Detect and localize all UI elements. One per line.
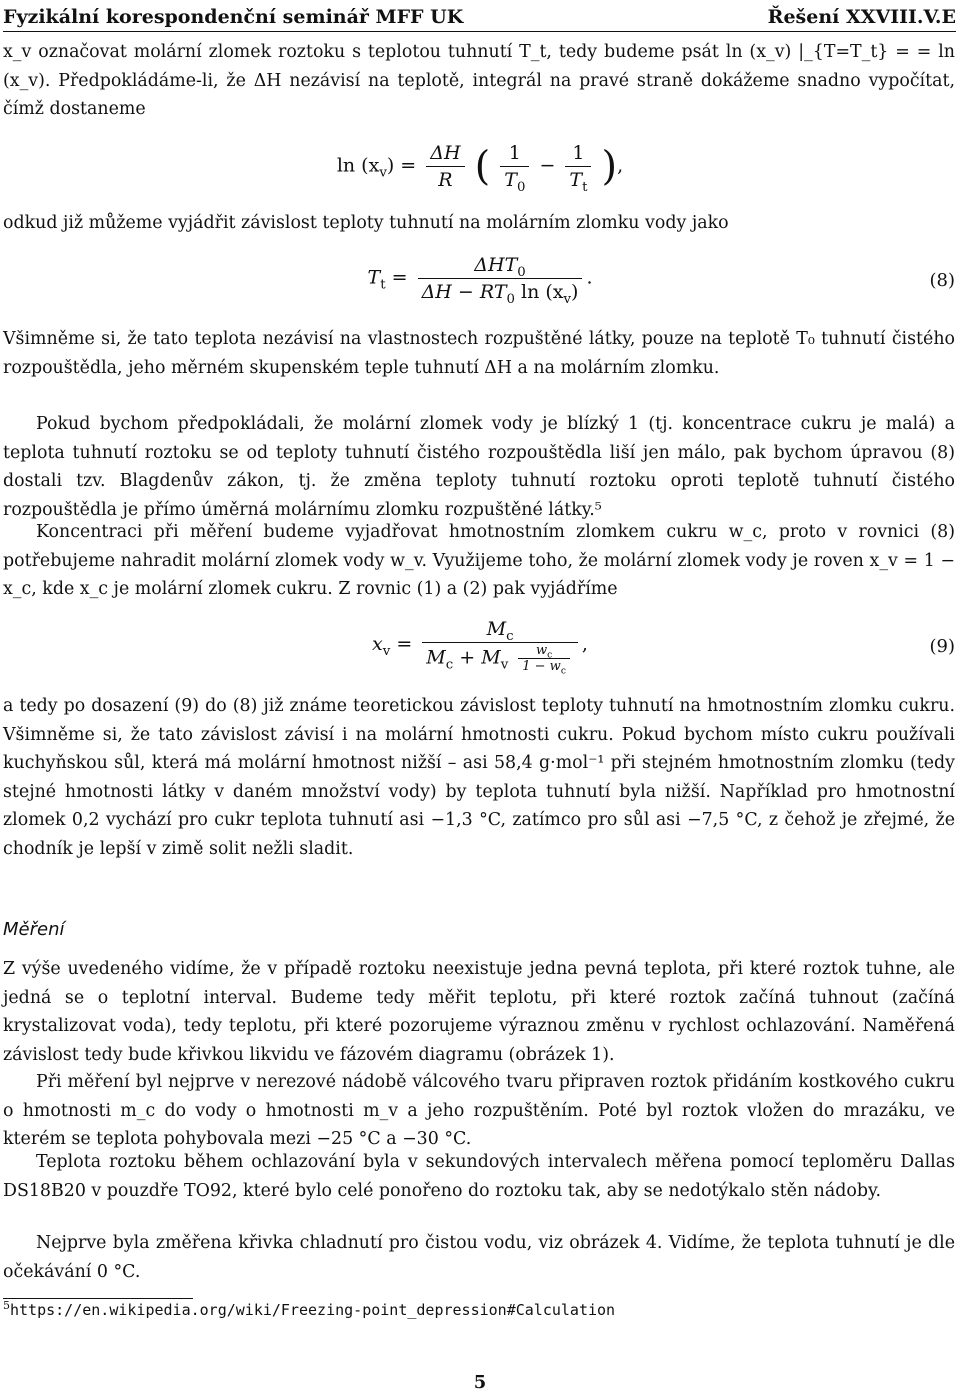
right-paren: ) [601, 143, 618, 190]
paragraph-substitution-text: a tedy po dosazení (9) do (8) již známe teoretickou závislost teploty tuhnutí na hmotnostním zlomku cukru. Všimněme si, že tato závislost závisí i na molární hmotnosti cukru. Pokud bychom místo cukru používali kuchyňskou sůl, která má molární hmotnost nižší – asi 58,4 g·mol⁻¹ při stejném hmotnostním zlomku (tedy stejné hmotnosti látky v daném množství vody) by teplota tuhnutí byla nižší. Například pro hmotnostní zlomek 0,2 vychází pro cukr teplota tuhnutí asi −1,3 °C, zatímco pro sůl asi −7,5 °C, z čehož je zřejmé, že chodník je lepší v zimě solit nežli sladit. [3, 696, 955, 859]
eq8-denominator-b: ln (x [514, 281, 564, 303]
paragraph-intro-text: x_v označovat molární zlomek roztoku s teplotou tuhnutí T_t, tedy budeme psát ln (x_v) |_{T=T_t} = = ln (x_v). Předpokládáme-li, že ΔH nezávisí na teplotě, integrál na pravé straně dokážeme snadno vypočítat, čímž dostaneme [3, 42, 955, 120]
eq8-denominator-sub: 0 [506, 291, 515, 307]
equation-number-9: (9) [929, 636, 955, 657]
equation-number-8: (8) [929, 270, 955, 291]
paragraph-pure-water-text: Nejprve byla změřena křivka chladnutí pro čistou vodu, viz obrázek 4. Vidíme, že teplota tuhnutí je dle očekávání 0 °C. [3, 1233, 955, 1282]
paragraph-preparation-text: Při měření byl nejprve v nerezové nádobě válcového tvaru připraven roztok přidáním kostkového cukru o hmotnosti m_c do vody o hmotnosti m_v a jeho rozpuštěním. Poté byl roztok vložen do mrazáku, ve kterém se teplota pohybovala mezi −25 °C a −30 °C. [3, 1072, 955, 1150]
eq-ln-one-a: 1 [500, 140, 529, 167]
eq8-lhs: T [367, 266, 381, 289]
equation-8 [0, 252, 960, 314]
eq9-numerator: M [486, 618, 507, 640]
eq9-den-mc-sub: c [445, 657, 454, 673]
eq-ln-lhs-sub: v [379, 165, 387, 181]
eq-ln-comma: , [617, 154, 624, 177]
header-solution-id: Řešení XXVIII.V.E [767, 6, 956, 28]
paragraph-dependence-text: odkud již můžeme vyjádřit závislost teploty tuhnutí na molárním zlomku vody jako [3, 213, 729, 233]
footnote-divider [3, 1298, 193, 1299]
paragraph-substitution [3, 692, 955, 864]
eq8-period: . [586, 266, 593, 289]
eq8-fraction [418, 252, 583, 305]
footnote [3, 1301, 615, 1319]
eq9-den-mc: M [426, 646, 446, 669]
eq9-inner-fraction [518, 643, 570, 677]
eq9-lhs-sub: v [382, 643, 391, 659]
fraction-dh-over-r [426, 140, 464, 193]
eq-ln-r: R [438, 169, 453, 191]
eq-ln-tt-sub: t [582, 179, 588, 195]
footnote-link[interactable]: https://en.wikipedia.org/wiki/Freezing-point_depression#Calculation [10, 1301, 616, 1319]
eq-ln-one-b: 1 [565, 140, 591, 167]
eq9-fraction [422, 616, 578, 677]
eq-ln-t0: T [504, 169, 517, 191]
paragraph-independence [3, 325, 955, 382]
paragraph-interval [3, 955, 955, 1069]
paragraph-concentration [3, 518, 955, 604]
paragraph-thermometer [3, 1148, 955, 1205]
paragraph-preparation [3, 1068, 955, 1154]
paragraph-intro [3, 38, 955, 124]
eq9-den-mv: + M [453, 646, 501, 669]
paragraph-interval-text: Z výše uvedeného vidíme, že v případě roztoku neexistuje jedna pevná teplota, při které roztok tuhne, ale jedná se o teplotní interval. Budeme tedy měřit teplotu, při které roztok začíná tuhnout (začíná krystalizovat voda), tedy teplotu, při které pozorujeme výraznou změnu v rychlost ochlazování. Naměřená závislost tedy bude křivkou likvidu ve fázovém diagramu (obrázek 1). [3, 959, 955, 1065]
fraction-one-over-tt [565, 140, 591, 193]
paragraph-blagden [3, 410, 955, 524]
page-number: 5 [473, 1372, 487, 1393]
eq8-equals: = [391, 266, 408, 289]
eq9-den-mv-sub: v [500, 657, 509, 673]
paragraph-concentration-text: Koncentraci při měření budeme vyjadřovat hmotnostním zlomkem cukru w_c, proto v rovnici (8) potřebujeme nahradit molární zlomek vody w_v. Využijeme toho, že molární zlomek vody je roven x_v = 1 − x_c, kde x_c je molární zlomek cukru. Z rovnic (1) a (2) pak vyjádříme [3, 522, 955, 600]
eq-ln-lhs: ln (x [336, 154, 380, 177]
paragraph-blagden-text: Pokud bychom předpokládali, že molární zlomek vody je blízký 1 (tj. koncentrace cukru je malá) a teplota tuhnutí roztoku se od teploty tuhnutí čistého rozpouštědla liší jen málo, pak bychom úpravou (8) dostali tzv. Blagdenův zákon, tj. že změna teploty tuhnutí roztoku oproti teplotě tuhnutí čistého rozpouštědla je přímo úměrná molárnímu zlomku rozpuštěné látky.⁵ [3, 414, 955, 520]
eq-ln-dh: ΔH [430, 142, 461, 164]
eq9-inner-num: w [535, 643, 548, 658]
eq9-inner-den-sub: c [560, 666, 566, 677]
eq9-inner-den: 1 − w [522, 659, 561, 674]
eq9-inner-num-sub: c [547, 650, 553, 661]
footnote-mark: 5 [3, 1299, 10, 1312]
eq9-equals: = [396, 633, 413, 655]
eq9-comma: , [581, 633, 588, 655]
eq8-numerator-sub: 0 [517, 264, 526, 280]
paragraph-thermometer-text: Teplota roztoku během ochlazování byla v sekundových intervalech měřena pomocí teploměru Dallas DS18B20 v pouzdře TO92, které bylo celé ponořeno do roztoku tak, aby se nedotýkalo stěn nádoby. [3, 1152, 955, 1201]
eq-ln-t0-sub: 0 [516, 179, 526, 195]
paragraph-dependence [3, 209, 955, 238]
eq-ln-minus: − [539, 154, 556, 177]
equation-9 [0, 616, 960, 686]
eq8-numerator: ΔHT [474, 254, 518, 276]
eq9-lhs: x [372, 633, 383, 655]
eq8-denominator-c: ) [571, 281, 579, 303]
header-seminar-title: Fyzikální korespondenční seminář MFF UK [3, 6, 464, 28]
eq-ln-lhs-end: ) = [386, 154, 417, 177]
eq8-lhs-sub: t [380, 277, 386, 293]
fraction-one-over-t0 [500, 140, 529, 193]
section-title-mereni: Měření [3, 919, 65, 940]
eq8-denominator-a: ΔH − RT [421, 281, 507, 303]
eq8-denominator-sub2: v [563, 291, 572, 307]
paragraph-pure-water [3, 1229, 955, 1286]
eq-ln-tt: T [569, 169, 583, 191]
paragraph-independence-text: Všimněme si, že tato teplota nezávisí na vlastnostech rozpuštěné látky, pouze na teplotě T₀ tuhnutí čistého rozpouštědla, jeho měrném skupenském teple tuhnutí ΔH a na molárním zlomku. [3, 329, 955, 378]
eq9-numerator-sub: c [506, 628, 514, 644]
equation-ln-xv [0, 140, 960, 202]
running-header [3, 2, 956, 32]
left-paren: ( [474, 143, 491, 190]
